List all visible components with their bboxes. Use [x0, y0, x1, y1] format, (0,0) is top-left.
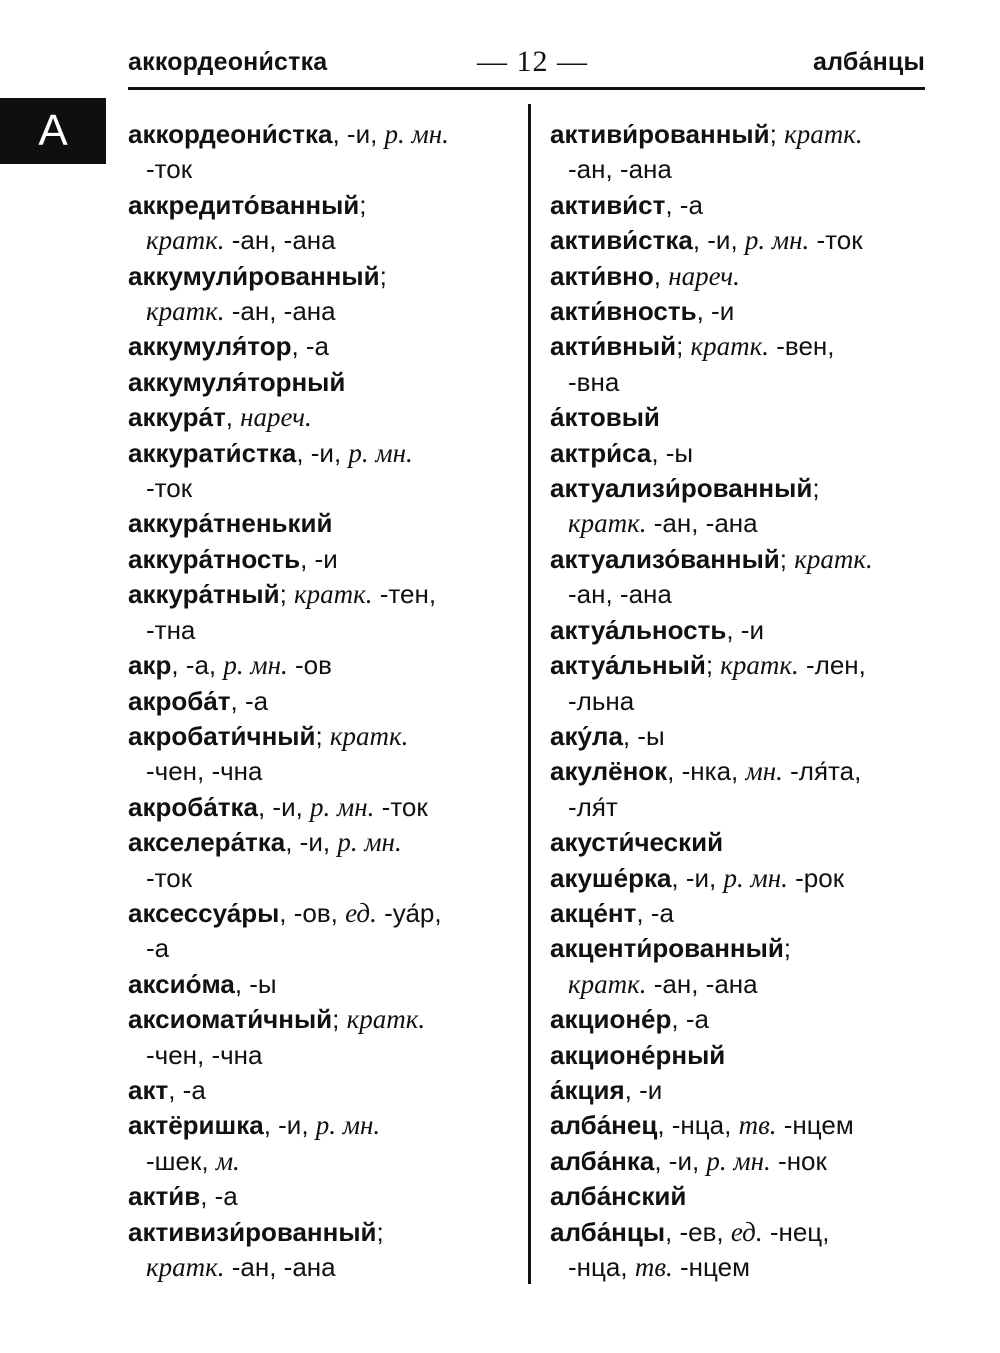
entry-form: -нца,: [568, 1252, 635, 1282]
entry-headword: аксиомати́чный: [128, 1004, 333, 1035]
entry-form: -чен, -чна: [146, 1039, 263, 1070]
dictionary-entry: [550, 825, 935, 860]
entry-grammar: , -а: [636, 897, 674, 928]
entry-continuation: [128, 861, 513, 896]
dictionary-entry: [128, 542, 513, 577]
dictionary-entry: [128, 329, 513, 364]
entry-headword: акце́нт: [550, 897, 637, 928]
dictionary-entry: [550, 329, 935, 364]
entry-headword: аккура́тность: [128, 543, 301, 574]
entry-form: -нок: [770, 1145, 827, 1176]
entry-form: -рок: [787, 862, 845, 893]
entry-headword: актуализи́рованный: [550, 473, 813, 504]
dictionary-entry: [128, 117, 513, 152]
entry-headword: активи́ст: [550, 189, 666, 220]
thumb-tab-letter: А: [38, 106, 68, 155]
dictionary-entry: [550, 542, 935, 577]
dictionary-entry: [550, 1144, 935, 1179]
header-last-word: алба́нцы: [812, 48, 925, 76]
entry-headword: алба́нцы: [550, 1216, 666, 1247]
entry-grammar: ;: [279, 579, 295, 610]
entry-grammar: ,: [225, 402, 241, 433]
dictionary-entry: [128, 1179, 513, 1214]
entry-continuation: [128, 754, 513, 789]
dictionary-entry: [128, 506, 513, 541]
entry-form: -вна: [568, 366, 620, 397]
dictionary-entry: [128, 1073, 513, 1108]
entry-label: м.: [215, 1145, 240, 1176]
dictionary-entry: [550, 471, 935, 506]
dictionary-entry: [550, 223, 935, 258]
dictionary-entry: [128, 896, 513, 931]
entry-label: р. мн.: [315, 1110, 381, 1141]
entry-label: кратк.: [346, 1004, 426, 1035]
entry-label: кратк.: [720, 650, 799, 681]
entry-grammar: , -нца,: [657, 1110, 739, 1141]
entry-headword: активи́рованный: [550, 119, 770, 149]
entry-grammar: , -а: [665, 189, 703, 220]
entry-form: -ан, -ана: [568, 154, 672, 185]
entry-grammar: , -и,: [257, 791, 311, 822]
dictionary-entry: [128, 1108, 513, 1143]
entry-form: -ов: [287, 650, 332, 681]
entry-grammar: ;: [783, 933, 792, 964]
entry-headword: актуа́льный: [550, 650, 706, 681]
entry-headword: акуше́рка: [550, 862, 672, 893]
entry-form: -ток: [146, 473, 193, 504]
entry-headword: аккура́тненький: [128, 508, 333, 539]
entry-headword: аккумуля́торный: [128, 366, 346, 397]
entry-form: -вен,: [769, 331, 835, 362]
entry-form: -тен,: [372, 579, 437, 610]
entry-grammar: ;: [376, 1216, 384, 1247]
entry-label: р. мн.: [223, 650, 288, 681]
entry-label: р. мн.: [706, 1145, 771, 1176]
entry-form: -ан, -ана: [224, 225, 336, 256]
entry-headword: активи́стка: [550, 225, 693, 256]
entry-form: -ля́та,: [782, 756, 862, 787]
entry-form: -чен, -чна: [146, 756, 263, 787]
entry-headword: аккура́т: [128, 402, 226, 433]
entry-continuation: [128, 931, 513, 966]
entry-grammar: ;: [676, 331, 691, 362]
entry-grammar: ,: [653, 260, 669, 291]
entry-form: -ток: [374, 791, 428, 822]
entry-label: кратк.: [568, 508, 647, 539]
dictionary-entry: [128, 577, 513, 612]
entry-label: кратк.: [794, 543, 873, 574]
entry-headword: акционе́р: [550, 1004, 672, 1035]
dictionary-entry: [128, 790, 513, 825]
entry-continuation: [550, 967, 935, 1002]
entry-headword: акселера́тка: [128, 827, 286, 858]
entry-grammar: ;: [332, 1004, 347, 1035]
entry-continuation: [550, 684, 935, 719]
entry-headword: акти́в: [128, 1181, 201, 1212]
entry-continuation: [128, 223, 513, 258]
entry-label: кратк.: [784, 119, 863, 149]
entry-headword: аку́ла: [550, 720, 623, 751]
entry-label: нареч.: [668, 260, 740, 291]
dictionary-entry: [550, 1215, 935, 1250]
entry-form: -а: [146, 933, 170, 964]
dictionary-entry: [550, 1108, 935, 1143]
dictionary-entry: [128, 684, 513, 719]
entry-grammar: ;: [769, 119, 785, 149]
dictionary-entry: [550, 294, 935, 329]
entry-headword: акулёнок: [550, 756, 668, 787]
entry-form: -уа́р,: [376, 897, 442, 928]
dictionary-entry: [128, 719, 513, 754]
dictionary-entry: [550, 1179, 935, 1214]
dictionary-entry: [550, 931, 935, 966]
entry-grammar: ;: [379, 260, 387, 291]
entry-continuation: [128, 152, 513, 187]
entry-headword: аккредито́ванный: [128, 189, 360, 220]
dictionary-entry: [128, 400, 513, 435]
entry-grammar: ;: [705, 650, 721, 681]
dictionary-entry: [550, 1038, 935, 1073]
dictionary-entry: [128, 1002, 513, 1037]
entry-continuation: [550, 577, 935, 612]
entry-continuation: [550, 1250, 935, 1285]
entry-grammar: , -и,: [692, 225, 745, 256]
entry-label: р. мн.: [384, 119, 449, 149]
entry-headword: акционе́рный: [550, 1039, 726, 1070]
entry-form: -лен,: [798, 650, 866, 681]
entry-form: -ан, -ана: [646, 508, 758, 539]
entry-headword: аксио́ма: [128, 968, 235, 999]
entry-headword: алба́нка: [550, 1145, 655, 1176]
entry-headword: алба́нский: [550, 1181, 687, 1212]
dictionary-entry: [128, 436, 513, 471]
entry-headword: акробати́чный: [128, 720, 316, 751]
page-number: — 12 —: [477, 45, 588, 78]
entry-grammar: , -а,: [171, 650, 224, 681]
entry-form: -нцем: [776, 1110, 854, 1141]
entry-headword: а́ктовый: [550, 402, 660, 433]
entry-headword: акроба́т: [128, 685, 231, 716]
entry-label: тв.: [738, 1110, 777, 1141]
entry-form: -льна: [568, 685, 635, 716]
entry-label: кратк.: [146, 225, 225, 256]
header-first-word: аккордеони́стка: [128, 48, 328, 76]
dictionary-entry: [128, 1215, 513, 1250]
dictionary-entry: [550, 400, 935, 435]
entry-grammar: ;: [359, 189, 367, 220]
entry-headword: аккумули́рованный: [128, 260, 380, 291]
entry-grammar: , -и,: [332, 119, 385, 149]
entry-label: кратк.: [568, 968, 647, 999]
entry-form: -шек,: [146, 1145, 216, 1176]
entry-grammar: , -а: [200, 1181, 238, 1212]
entry-grammar: ;: [812, 473, 820, 504]
entry-continuation: [128, 471, 513, 506]
entry-headword: а́кция: [550, 1074, 625, 1105]
entry-form: -ан, -ана: [224, 1252, 336, 1282]
entry-form: -ток: [809, 225, 863, 256]
entry-label: р. мн.: [337, 827, 402, 858]
entry-grammar: , -ов,: [279, 897, 346, 928]
alphabet-thumb-tab: [0, 98, 106, 164]
entry-headword: акти́вно: [550, 260, 654, 291]
entry-form: -ля́т: [568, 791, 618, 822]
entry-label: р. мн.: [348, 437, 413, 468]
entry-headword: акценти́рованный: [550, 933, 784, 964]
entry-grammar: , -и,: [296, 437, 349, 468]
dictionary-entry: [550, 436, 935, 471]
entry-headword: актёришка: [128, 1110, 264, 1141]
right-column: [550, 117, 935, 1285]
entry-continuation: [128, 1038, 513, 1073]
entry-continuation: [550, 152, 935, 187]
entry-grammar: , -и,: [671, 862, 724, 893]
entry-form: -ток: [146, 862, 193, 893]
entry-grammar: , -ы: [651, 437, 694, 468]
entry-grammar: ;: [779, 543, 795, 574]
dictionary-entry: [550, 896, 935, 931]
entry-label: кратк.: [146, 1252, 225, 1282]
dictionary-entry: [550, 613, 935, 648]
entry-continuation: [128, 1250, 513, 1285]
entry-form: -ток: [146, 154, 193, 185]
column-divider: [528, 104, 531, 1284]
entry-label: мн.: [745, 756, 783, 787]
entry-label: кратк.: [294, 579, 373, 610]
entry-grammar: , -а: [230, 685, 269, 716]
entry-headword: актуа́льность: [550, 614, 727, 645]
entry-headword: акти́вный: [550, 331, 677, 362]
entry-label: кратк.: [329, 720, 409, 751]
entry-grammar: , -и: [726, 614, 764, 645]
entry-label: тв.: [634, 1252, 673, 1282]
entry-form: -нцем: [672, 1252, 750, 1282]
header-rule: [128, 87, 925, 90]
entry-label: ед.: [345, 897, 377, 928]
entry-grammar: , -и,: [263, 1110, 316, 1141]
entry-label: кратк.: [690, 331, 770, 362]
entry-grammar: , -и,: [654, 1145, 707, 1176]
entry-form: -нец,: [762, 1216, 830, 1247]
entry-grammar: , -а: [671, 1004, 709, 1035]
entry-label: ед.: [730, 1216, 763, 1247]
entry-form: -ан, -ана: [568, 579, 672, 610]
entry-headword: аккумуля́тор: [128, 331, 292, 362]
dictionary-entry: [550, 188, 935, 223]
entry-label: р. мн.: [744, 225, 810, 256]
entry-headword: акр: [128, 650, 172, 681]
dictionary-entry: [128, 967, 513, 1002]
dictionary-entry: [550, 861, 935, 896]
dictionary-entry: [550, 1073, 935, 1108]
entry-form: -ан, -ана: [646, 968, 758, 999]
entry-label: кратк.: [146, 296, 225, 327]
dictionary-entry: [550, 1002, 935, 1037]
entry-headword: аккура́тный: [128, 579, 280, 610]
dictionary-entry: [550, 259, 935, 294]
entry-headword: актуализо́ванный: [550, 543, 780, 574]
entry-headword: акроба́тка: [128, 791, 258, 822]
entry-continuation: [128, 613, 513, 648]
entry-continuation: [128, 1144, 513, 1179]
entry-headword: аккурати́стка: [128, 437, 297, 468]
entry-headword: аксессуа́ры: [128, 897, 280, 928]
entry-grammar: , -и: [300, 543, 338, 574]
left-column: [128, 117, 513, 1285]
dictionary-entry: [128, 188, 513, 223]
entry-form: -тна: [146, 614, 196, 645]
running-header: [128, 44, 925, 90]
entry-continuation: [550, 790, 935, 825]
dictionary-entry: [550, 754, 935, 789]
dictionary-entry: [550, 117, 935, 152]
entry-grammar: , -ы: [622, 720, 665, 751]
entry-headword: актри́са: [550, 437, 652, 468]
entry-headword: акусти́ческий: [550, 827, 724, 858]
entry-headword: алба́нец: [550, 1110, 658, 1141]
entry-grammar: , -и,: [285, 827, 338, 858]
dictionary-entry: [128, 648, 513, 683]
entry-grammar: , -ы: [234, 968, 277, 999]
entry-headword: аккордеони́стка: [128, 119, 333, 149]
dictionary-entry: [550, 648, 935, 683]
entry-continuation: [550, 506, 935, 541]
entry-form: -ан, -ана: [224, 296, 336, 327]
entry-headword: акт: [128, 1074, 169, 1105]
dictionary-entry: [128, 365, 513, 400]
entry-grammar: , -нка,: [667, 756, 746, 787]
entry-label: р. мн.: [310, 791, 375, 822]
entry-continuation: [550, 365, 935, 400]
dictionary-entry: [550, 719, 935, 754]
entry-grammar: ;: [315, 720, 330, 751]
entry-grammar: , -ев,: [665, 1216, 731, 1247]
entry-headword: акти́вность: [550, 296, 697, 327]
entry-label: нареч.: [240, 402, 312, 433]
entry-grammar: , -и: [624, 1074, 663, 1105]
entry-grammar: , -и: [696, 296, 735, 327]
entry-headword: активизи́рованный: [128, 1216, 377, 1247]
entry-grammar: , -а: [291, 331, 330, 362]
dictionary-entry: [128, 825, 513, 860]
entry-grammar: , -а: [168, 1074, 206, 1105]
dictionary-entry: [128, 259, 513, 294]
entry-continuation: [128, 294, 513, 329]
entry-label: р. мн.: [723, 862, 788, 893]
